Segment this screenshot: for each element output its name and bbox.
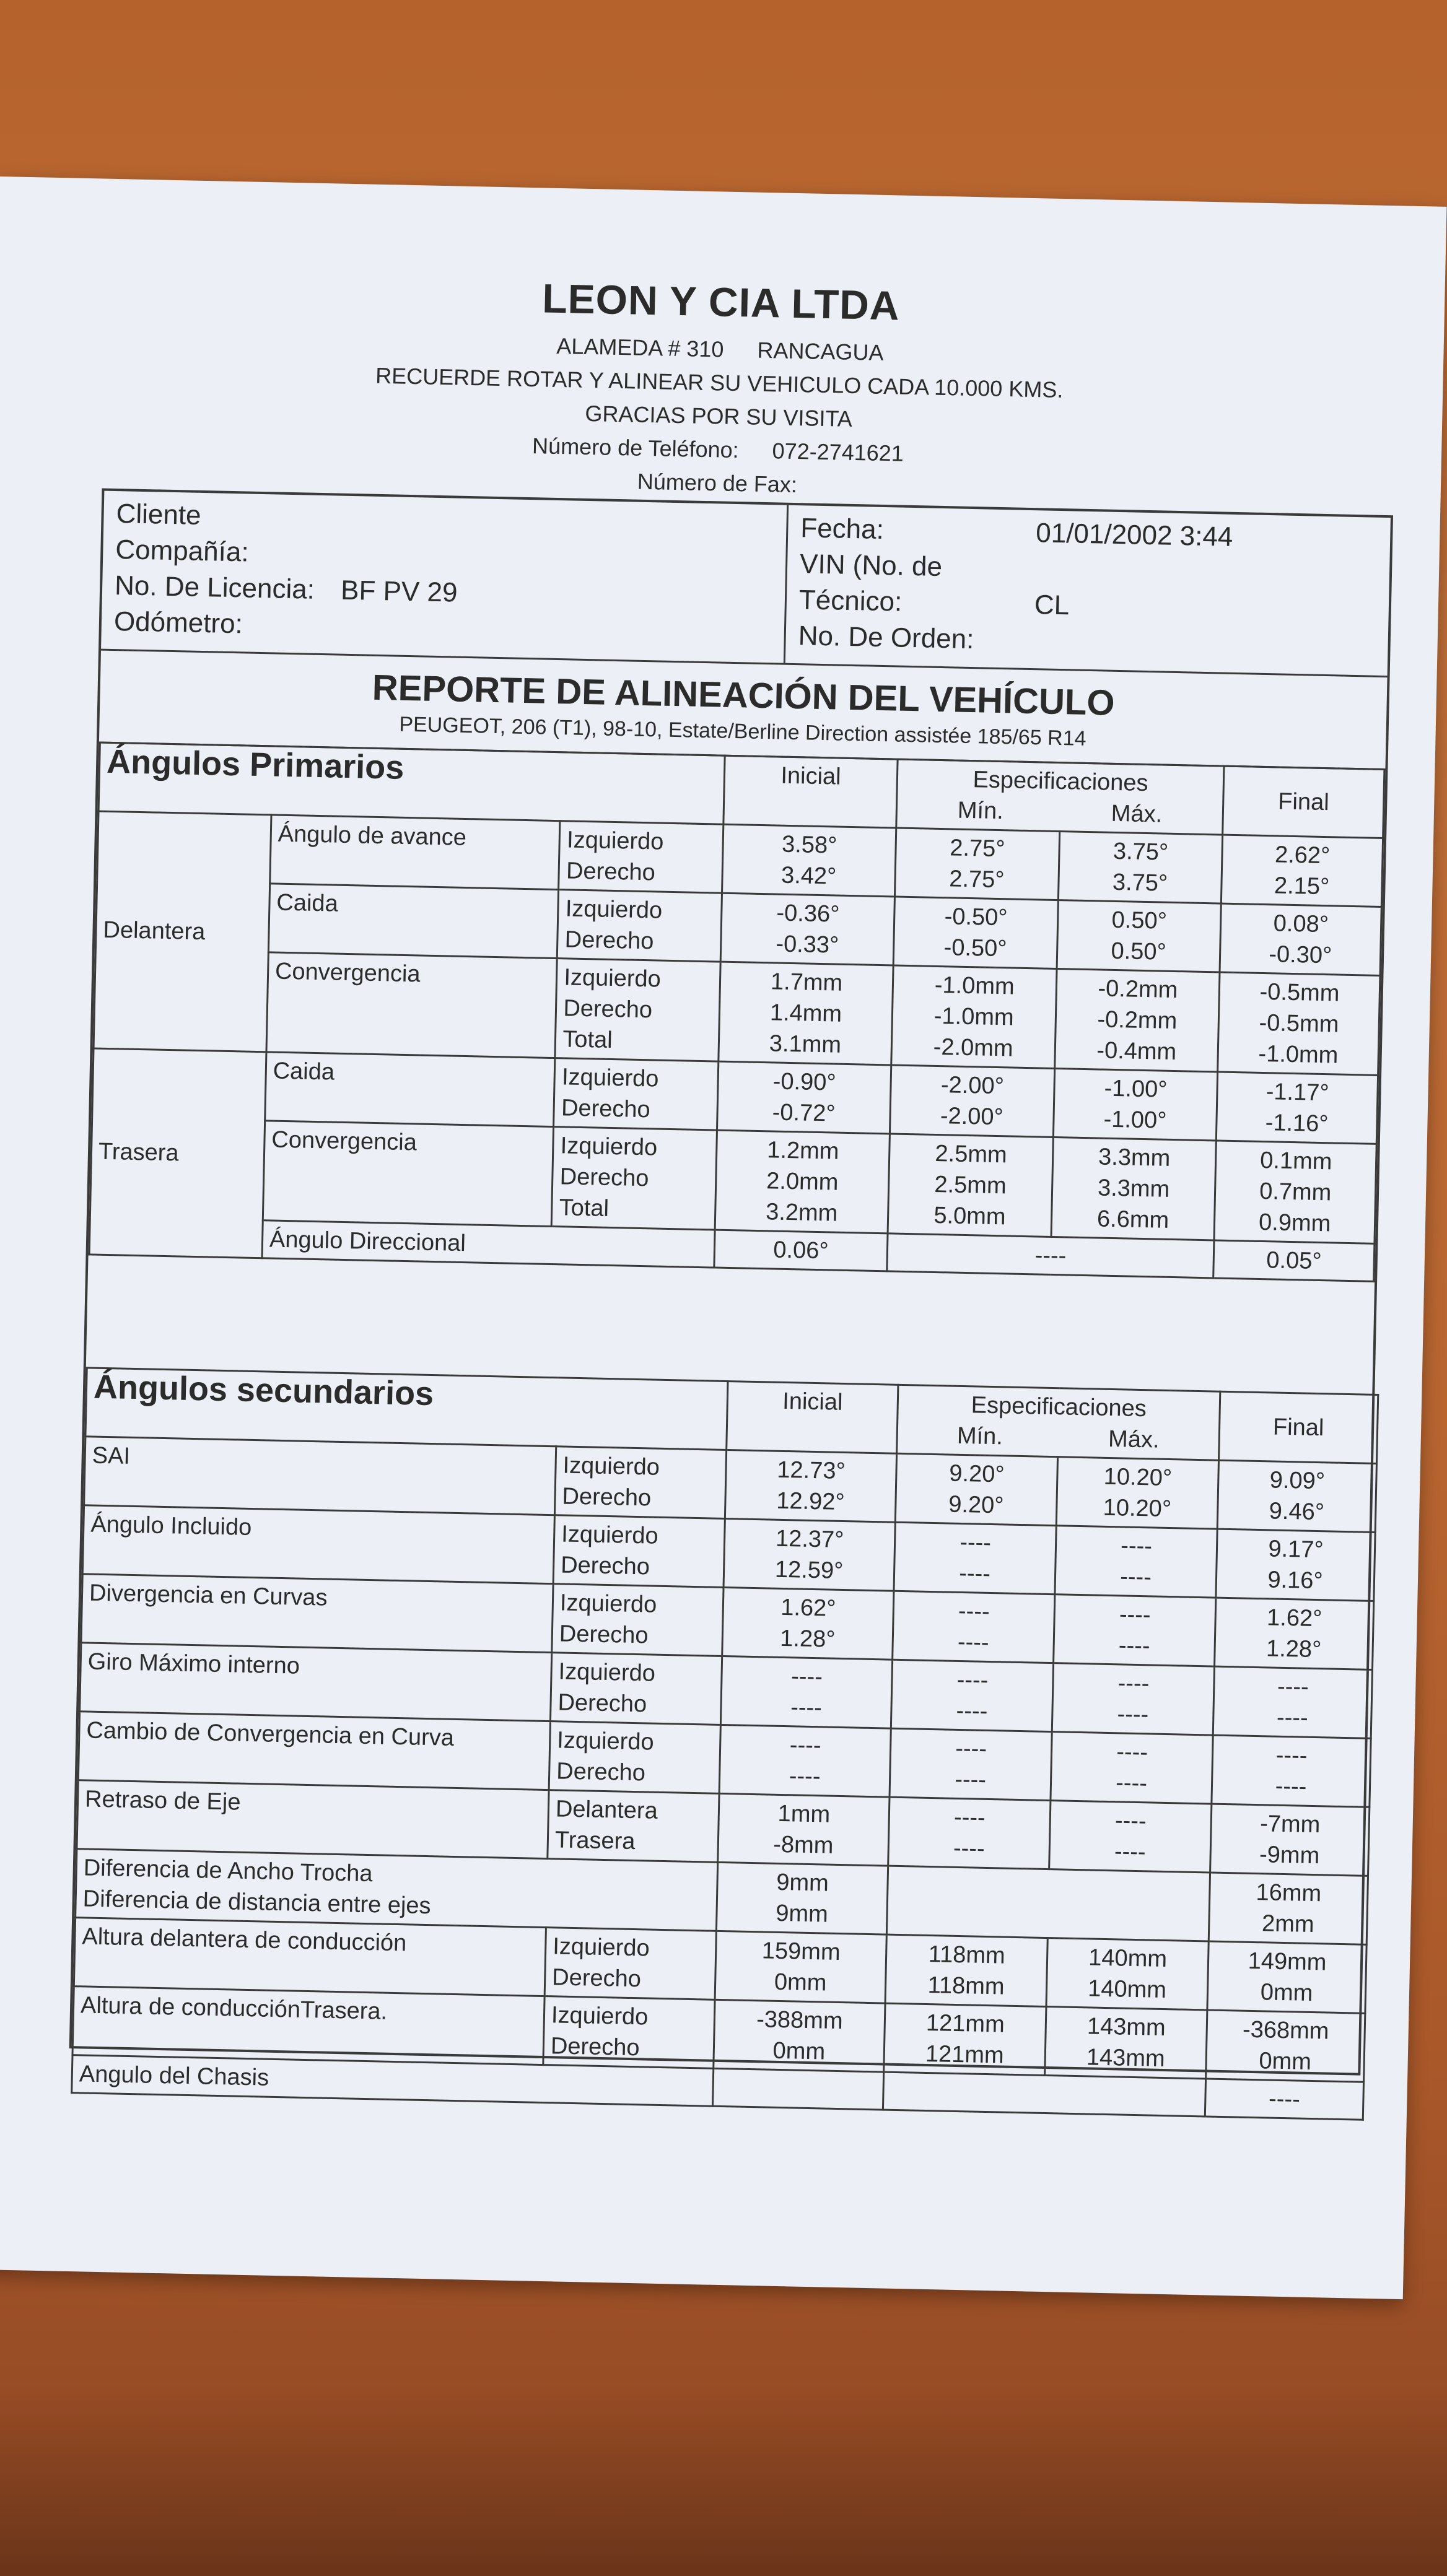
value-cell: ---- (1120, 1533, 1153, 1560)
side-label: Derecho (562, 1483, 652, 1512)
side-label: Izquierdo (561, 1521, 659, 1549)
side-label: Izquierdo (556, 1727, 655, 1756)
value-cell: ---- (1277, 1673, 1309, 1700)
side-label: Derecho (561, 1095, 651, 1123)
value-cell: 2.15° (1274, 872, 1330, 900)
value-cell: ---- (1205, 2079, 1363, 2120)
inicial-values (719, 1725, 891, 1797)
value-cell: ---- (1114, 1808, 1147, 1835)
value-cell: ---- (1117, 1701, 1149, 1728)
customer-info-box (101, 491, 1391, 677)
min-values (888, 1797, 1051, 1869)
side-label: Izquierdo (561, 1064, 659, 1092)
value-cell: 1.2mm (766, 1137, 839, 1165)
value-cell: 140mm (1087, 1975, 1167, 2004)
licencia-value: BF PV 29 (340, 575, 458, 608)
value-cell: 121mm (925, 2040, 1005, 2069)
value-cell: 1.4mm (769, 999, 842, 1027)
side-label: Derecho (551, 1964, 642, 1993)
final-values (1214, 1141, 1376, 1243)
row-sides (554, 1058, 719, 1130)
inicial-values (716, 1862, 888, 1934)
empty-spec-cell (886, 1866, 1210, 1941)
value-cell: -8mm (772, 1831, 834, 1859)
value-cell: 143mm (1086, 2044, 1166, 2073)
row-label (76, 1849, 718, 1931)
side-label: Derecho (566, 858, 656, 886)
value-cell: 0.08° (1273, 910, 1329, 938)
row-sides (552, 1127, 717, 1230)
side-label: Izquierdo (551, 2002, 649, 2030)
final-values (1213, 1666, 1372, 1738)
alignment-form (69, 489, 1393, 2113)
row-sides (555, 959, 720, 1061)
primary-spec-subheader (903, 794, 1216, 832)
licencia-label: No. De Licencia: (114, 570, 315, 605)
min-values (884, 2003, 1046, 2075)
value-cell: ---- (1275, 1773, 1307, 1800)
inicial-values (720, 893, 894, 965)
value-cell: 9.20° (948, 1460, 1005, 1488)
value-cell: 0mm (1260, 1979, 1313, 2007)
value-cell: 0.06° (714, 1230, 888, 1271)
value-cell: 12.73° (776, 1456, 846, 1485)
row-sides (549, 1721, 720, 1794)
row-group-label: Convergencia (266, 952, 557, 1058)
max-values (1058, 832, 1223, 903)
value-cell: 121mm (925, 2009, 1005, 2038)
inicial-values (718, 1793, 890, 1866)
value-cell: 9.20° (948, 1491, 1004, 1519)
inicial-values (715, 1130, 890, 1234)
value-cell: 5.0mm (933, 1202, 1006, 1230)
secondary-col-min: Mín. (956, 1422, 1003, 1450)
value-cell: 3.75° (1113, 838, 1169, 866)
value-cell: 1.62° (1266, 1604, 1322, 1632)
primary-angles-table (89, 742, 1386, 1282)
side-label: Derecho (559, 1621, 649, 1649)
inicial-values (722, 1587, 894, 1660)
value-cell: 0mm (772, 2037, 826, 2065)
max-values (1051, 1137, 1217, 1240)
fax-label: Número de Fax: (637, 468, 798, 498)
value-cell: 10.20° (1103, 1494, 1172, 1523)
value-cell: 9.09° (1269, 1467, 1326, 1495)
min-values (894, 1522, 1056, 1594)
primary-col-final: Final (1223, 766, 1384, 838)
max-values (1055, 1526, 1217, 1598)
row-sides (559, 821, 724, 893)
trasera-label: Trasera (89, 1048, 266, 1258)
customer-info-left (101, 491, 789, 663)
min-values (890, 1065, 1054, 1137)
value-cell: 16mm (1256, 1879, 1322, 1907)
value-cell: 143mm (1086, 2013, 1166, 2042)
inicial-values (715, 1931, 886, 2003)
value-cell: ---- (789, 1732, 821, 1759)
side-label: Derecho (550, 2033, 640, 2061)
value-cell: ---- (790, 1694, 823, 1721)
printed-report-sheet (0, 176, 1446, 2299)
side-label: Izquierdo (564, 964, 662, 993)
value-cell: 0.05° (1213, 1240, 1375, 1281)
value-cell: -9mm (1259, 1842, 1320, 1869)
tecnico-label: Técnico: (798, 585, 903, 617)
report-title: REPORTE DE ALINEACIÓN DEL VEHÍCULO (372, 667, 1116, 723)
value-cell: ---- (956, 1666, 989, 1694)
value-cell: -388mm (756, 2006, 844, 2035)
final-values (1212, 1735, 1371, 1807)
primary-col-max: Máx. (1111, 800, 1163, 828)
final-values (1218, 972, 1380, 1075)
value-cell: -1.17° (1266, 1079, 1329, 1107)
value-cell: 1mm (777, 1800, 831, 1828)
value-cell: -1.0mm (1258, 1040, 1339, 1069)
row-group-label: Caida (268, 884, 559, 959)
side-label: Izquierdo (560, 1133, 658, 1161)
row-group-label: Convergencia (263, 1121, 554, 1227)
value-cell: ---- (958, 1560, 991, 1587)
phone-label: Número de Teléfono: (531, 433, 740, 463)
value-cell: 9mm (775, 1900, 829, 1928)
reminder-line: RECUERDE ROTAR Y ALINEAR SU VEHICULO CADA 10.000 KMS. (375, 362, 1064, 403)
report-header (0, 263, 1445, 519)
fecha-value: 01/01/2002 3:44 (1035, 518, 1233, 552)
value-cell: 9mm (776, 1869, 829, 1897)
value-cell: -0.4mm (1096, 1037, 1177, 1066)
value-cell: ---- (1117, 1670, 1150, 1697)
odometro-label: Odómetro: (113, 606, 243, 640)
value-cell: 0.50° (1111, 907, 1168, 934)
value-cell: 3.75° (1112, 869, 1168, 897)
max-values (1056, 1457, 1218, 1529)
value-cell: 9.17° (1268, 1536, 1324, 1564)
side-label: Total (562, 1026, 613, 1054)
value-cell: ---- (1115, 1770, 1148, 1797)
value-cell: ---- (955, 1735, 987, 1762)
final-values (1217, 1460, 1376, 1532)
value-cell: -0.30° (1268, 941, 1332, 969)
side-label: Izquierdo (558, 1658, 656, 1687)
min-values (891, 1660, 1053, 1731)
empty-cell (713, 2068, 884, 2110)
cliente-label: Cliente (116, 498, 202, 531)
value-cell: ---- (1119, 1564, 1152, 1591)
secondary-angles-table (71, 1367, 1379, 2120)
vehicle-description: PEUGEOT, 206 (T1), 98-10, Estate/Berline Direction assistée 185/65 R14 (399, 712, 1086, 751)
value-cell: 12.59° (774, 1556, 844, 1584)
secondary-spec-label: Especificaciones (971, 1392, 1147, 1422)
row-label-line: Diferencia de Ancho Trocha (83, 1855, 374, 1887)
min-values (893, 897, 1058, 968)
value-cell: ---- (1276, 1704, 1309, 1731)
value-cell: 1.7mm (770, 968, 843, 996)
value-cell: -2.00° (940, 1072, 1005, 1100)
max-values (1053, 1068, 1218, 1140)
row-label: Altura de conducciónTrasera. (72, 1986, 544, 2065)
max-values (1054, 1595, 1216, 1666)
customer-info-right (785, 505, 1391, 676)
secondary-spec-subheader (904, 1419, 1212, 1456)
value-cell: -1.0mm (934, 972, 1015, 1000)
value-cell: ---- (1275, 1742, 1308, 1769)
value-cell: ---- (957, 1629, 990, 1656)
value-cell: 140mm (1088, 1944, 1168, 1973)
inicial-values (714, 1999, 885, 2072)
final-values (1216, 1529, 1375, 1601)
value-cell: ---- (887, 1234, 1215, 1278)
value-cell: ---- (956, 1697, 988, 1725)
side-label: Izquierdo (562, 1452, 660, 1481)
value-cell: -2.00° (940, 1103, 1004, 1131)
value-cell: 3.3mm (1097, 1175, 1170, 1203)
value-cell: ---- (1116, 1739, 1148, 1766)
row-sides (543, 1996, 715, 2069)
inicial-values (722, 824, 896, 897)
max-values (1046, 1938, 1209, 2010)
row-sides (552, 1584, 724, 1656)
row-label-line: Diferencia de distancia entre ejes (82, 1886, 431, 1920)
side-label: Derecho (559, 1164, 649, 1192)
row-group-label: Ángulo Direccional (262, 1221, 715, 1268)
row-label: Retraso de Eje (77, 1780, 549, 1859)
orden-label: No. De Orden: (798, 620, 974, 655)
min-values (894, 828, 1059, 900)
row-label: SAI (84, 1437, 556, 1515)
final-values (1222, 835, 1383, 907)
min-values (895, 1453, 1057, 1525)
side-label: Derecho (556, 1758, 646, 1786)
value-cell: -0.2mm (1098, 975, 1178, 1004)
value-cell: 2.62° (1274, 842, 1331, 869)
value-cell: 1.28° (1266, 1635, 1322, 1663)
max-values (1051, 1732, 1213, 1804)
value-cell: 12.37° (775, 1525, 844, 1554)
value-cell: -368mm (1242, 2016, 1329, 2045)
primary-col-min: Mín. (957, 797, 1004, 825)
value-cell: 9.46° (1269, 1498, 1325, 1526)
row-label: Angulo del Chasis (72, 2055, 714, 2107)
value-cell: 2.75° (948, 866, 1005, 894)
inicial-values (724, 1518, 895, 1591)
city: RANCAGUA (757, 337, 884, 365)
side-label: Izquierdo (559, 1590, 657, 1618)
row-label: Altura delantera de conducción (74, 1918, 546, 1996)
row-group-label: Caida (265, 1052, 556, 1127)
min-values (888, 1134, 1053, 1237)
table-shadow (0, 2384, 1447, 2576)
value-cell: -1.0mm (933, 1003, 1015, 1031)
value-cell: 10.20° (1103, 1463, 1173, 1492)
row-group-label: Ángulo de avance (270, 815, 561, 890)
max-values (1052, 1663, 1214, 1735)
value-cell: 0.7mm (1259, 1178, 1332, 1206)
value-cell: -1.00° (1103, 1106, 1167, 1134)
primary-spec-label: Especificaciones (973, 767, 1149, 797)
max-values (1045, 2007, 1207, 2079)
final-values (1210, 1804, 1370, 1876)
value-cell: -0.90° (772, 1068, 837, 1096)
value-cell: ---- (1114, 1838, 1146, 1866)
row-sides (544, 1928, 716, 2000)
final-values (1215, 1598, 1374, 1669)
value-cell: -0.50° (943, 934, 1007, 962)
max-values (1054, 969, 1220, 1072)
thanks-line: GRACIAS POR SU VISITA (585, 400, 853, 432)
row-sides (557, 890, 722, 962)
value-cell: 3.1mm (769, 1030, 842, 1058)
vin-label: VIN (No. de (799, 549, 943, 582)
row-label: Divergencia en Curvas (81, 1574, 553, 1653)
value-cell: ---- (790, 1663, 823, 1690)
side-label: Derecho (560, 1552, 650, 1580)
secondary-col-spec (897, 1385, 1220, 1460)
tecnico-value: CL (1034, 590, 1070, 621)
value-cell: 12.92° (776, 1487, 846, 1516)
company-name: LEON Y CIA LTDA (541, 275, 901, 329)
value-cell: ---- (789, 1763, 821, 1790)
secondary-col-final: Final (1219, 1391, 1378, 1463)
value-cell: ---- (953, 1835, 986, 1862)
value-cell: -0.33° (776, 931, 839, 959)
value-cell: ---- (959, 1529, 992, 1556)
empty-spec-cell (883, 2072, 1205, 2117)
side-label: Derecho (564, 926, 654, 955)
value-cell: -7mm (1259, 1811, 1321, 1838)
side-label: Trasera (554, 1827, 636, 1855)
value-cell: 1.28° (779, 1625, 836, 1653)
value-cell: -0.72° (772, 1099, 836, 1127)
inicial-values (719, 962, 893, 1065)
value-cell: 3.58° (781, 831, 837, 859)
phone-value: 072-2741621 (772, 438, 904, 466)
value-cell: 159mm (761, 1938, 841, 1966)
side-label: Izquierdo (552, 1933, 650, 1962)
side-label: Izquierdo (566, 827, 664, 855)
value-cell: 3.3mm (1098, 1144, 1171, 1172)
row-sides (554, 1447, 726, 1519)
primary-col-spec (896, 759, 1225, 835)
primary-section-title: Ángulos Primarios (98, 742, 725, 824)
inicial-values (725, 1450, 896, 1523)
final-values (1206, 2010, 1365, 2082)
inicial-values (717, 1061, 891, 1134)
value-cell: 0mm (1259, 2048, 1312, 2075)
side-label: Delantera (555, 1796, 658, 1824)
value-cell: ---- (1118, 1632, 1150, 1660)
value-cell: 2mm (1261, 1910, 1315, 1938)
value-cell: 3.2mm (765, 1199, 838, 1227)
min-values (890, 1728, 1052, 1800)
final-values (1220, 903, 1381, 975)
max-values (1049, 1801, 1212, 1873)
row-sides (550, 1653, 722, 1725)
min-values (891, 965, 1057, 1068)
row-sides (548, 1790, 719, 1863)
value-cell: -1.00° (1104, 1075, 1168, 1103)
value-cell: -0.5mm (1259, 978, 1340, 1007)
secondary-col-inicial: Inicial (727, 1382, 898, 1454)
value-cell: -0.5mm (1259, 1009, 1339, 1038)
row-sides (553, 1515, 725, 1588)
side-label: Izquierdo (565, 895, 663, 924)
max-values (1057, 900, 1222, 972)
side-label: Derecho (557, 1689, 647, 1718)
secondary-col-max: Máx. (1108, 1425, 1160, 1453)
min-values (885, 1934, 1047, 2006)
address: ALAMEDA # 310 (556, 333, 724, 362)
value-cell: ---- (1119, 1601, 1152, 1629)
value-cell: ---- (958, 1598, 990, 1625)
value-cell: 118mm (927, 1972, 1005, 2000)
final-values (1217, 1072, 1378, 1144)
value-cell: 0.9mm (1258, 1209, 1331, 1237)
value-cell: 0mm (774, 1969, 827, 1996)
value-cell: -1.16° (1265, 1110, 1329, 1138)
side-label: Derecho (563, 995, 653, 1024)
value-cell: 2.75° (949, 835, 1005, 863)
value-cell: -0.50° (944, 903, 1008, 931)
value-cell: ---- (953, 1804, 986, 1831)
side-label: Total (559, 1194, 610, 1222)
value-cell: 1.62° (780, 1594, 836, 1622)
value-cell: 0.1mm (1259, 1147, 1332, 1175)
inicial-values (720, 1656, 892, 1728)
final-values (1209, 1873, 1368, 1944)
delantera-label: Delantera (94, 811, 271, 1052)
value-cell: 6.6mm (1096, 1206, 1169, 1234)
row-label: Giro Máximo interno (80, 1643, 552, 1721)
value-cell: 2.0mm (766, 1168, 839, 1196)
min-values (893, 1591, 1055, 1663)
value-cell: 0.50° (1111, 938, 1167, 965)
value-cell: 118mm (928, 1941, 1006, 1969)
value-cell: 149mm (1248, 1947, 1327, 1976)
value-cell: ---- (954, 1766, 987, 1793)
value-cell: -2.0mm (933, 1033, 1014, 1062)
final-values (1207, 1941, 1366, 2013)
secondary-section-title: Ángulos secundarios (85, 1368, 728, 1450)
value-cell: 3.42° (780, 862, 837, 890)
row-label: Cambio de Convergencia en Curva (78, 1712, 550, 1790)
value-cell: 2.5mm (934, 1171, 1007, 1199)
value-cell: -0.2mm (1097, 1006, 1178, 1035)
value-cell: -0.36° (776, 900, 840, 928)
primary-col-inicial: Inicial (724, 755, 898, 828)
value-cell: 9.16° (1267, 1567, 1324, 1595)
fecha-label: Fecha: (800, 513, 885, 546)
value-cell: 2.5mm (935, 1140, 1008, 1168)
compania-label: Compañía: (115, 534, 250, 568)
row-label: Ángulo Incluido (82, 1505, 554, 1584)
